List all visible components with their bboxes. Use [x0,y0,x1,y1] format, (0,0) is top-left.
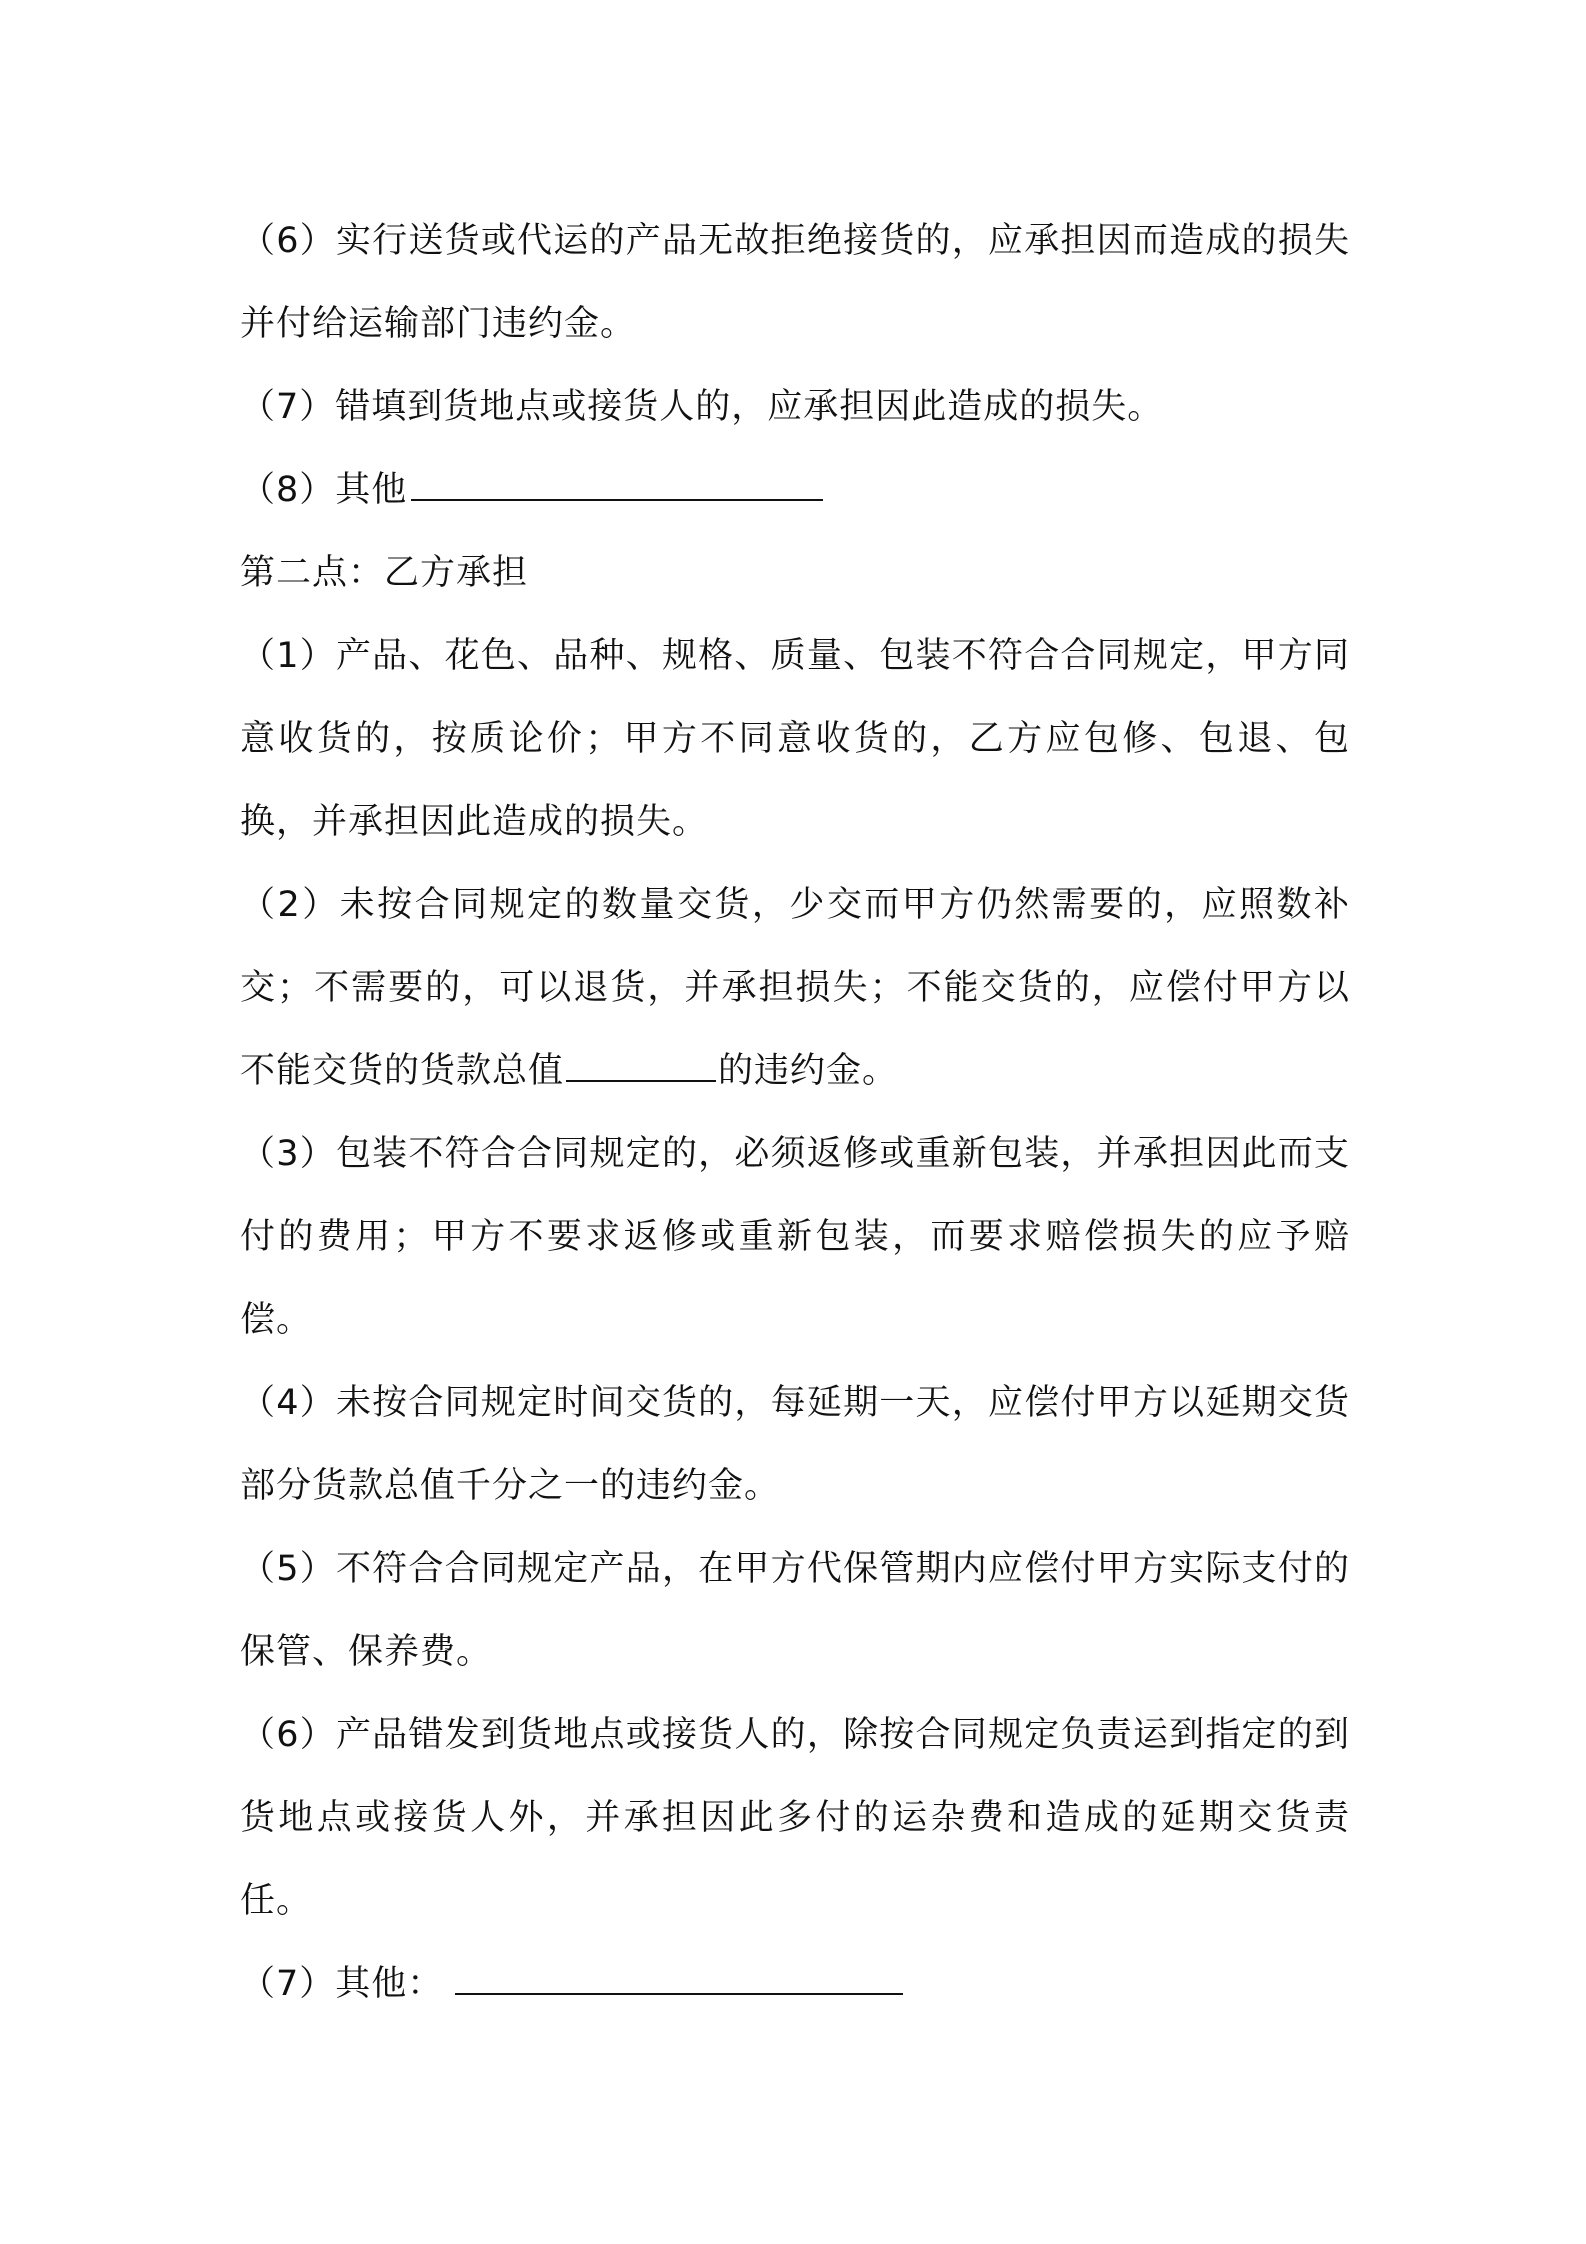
fill-in-blank-penalty[interactable] [566,1046,716,1082]
clause-a-6 [240,200,1350,366]
fill-in-blank-other-b[interactable] [455,1959,903,1995]
clause-b-3-text: （3）包装不符合合同规定的，必须返修或重新包装，并承担因此而支付的费用；甲方不要求返修或重新包装，而要求赔偿损失的应予赔偿。 [240,1134,1350,1340]
clause-b-2 [240,864,1350,1113]
clause-b-5-text: （5）不符合合同规定产品，在甲方代保管期内应偿付甲方实际支付的保管、保养费。 [240,1549,1350,1672]
clause-a-6-text: （6）实行送货或代运的产品无故拒绝接货的，应承担因而造成的损失并付给运输部门违约金。 [240,221,1350,344]
clause-b-5 [240,1528,1350,1694]
section-heading-party-b [240,532,1350,615]
clause-b-2-text: （2）未按合同规定的数量交货，少交而甲方仍然需要的，应照数补交；不需要的，可以退货，并承担损失；不能交货的，应偿付甲方以不能交货的货款总值 [240,885,1350,1091]
clause-b-7 [240,1943,1350,2026]
clause-a-7-text: （7）错填到货地点或接货人的，应承担因此造成的损失。 [240,387,1164,427]
clause-b-1 [240,615,1350,864]
section-heading-text: 第二点：乙方承担 [240,553,529,593]
clause-b-4 [240,1362,1350,1528]
clause-b-2-text-end: 的违约金。 [718,1051,899,1091]
clause-a-8 [240,449,1350,532]
clause-b-4-text: （4）未按合同规定时间交货的，每延期一天，应偿付甲方以延期交货部分货款总值千分之一的违约金。 [240,1383,1350,1506]
clause-a-7 [240,366,1350,449]
fill-in-blank-other[interactable] [411,465,823,501]
clause-a-8-text: （8）其他 [240,470,408,510]
clause-b-6 [240,1694,1350,1943]
clause-b-7-text: （7）其他： [240,1964,444,2004]
clause-b-1-text: （1）产品、花色、品种、规格、质量、包装不符合合同规定，甲方同意收货的，按质论价；甲方不同意收货的，乙方应包修、包退、包换，并承担因此造成的损失。 [240,636,1350,842]
document-page [240,200,1350,2026]
clause-b-6-text: （6）产品错发到货地点或接货人的，除按合同规定负责运到指定的到货地点或接货人外，并承担因此多付的运杂费和造成的延期交货责任。 [240,1715,1350,1921]
clause-b-3 [240,1113,1350,1362]
